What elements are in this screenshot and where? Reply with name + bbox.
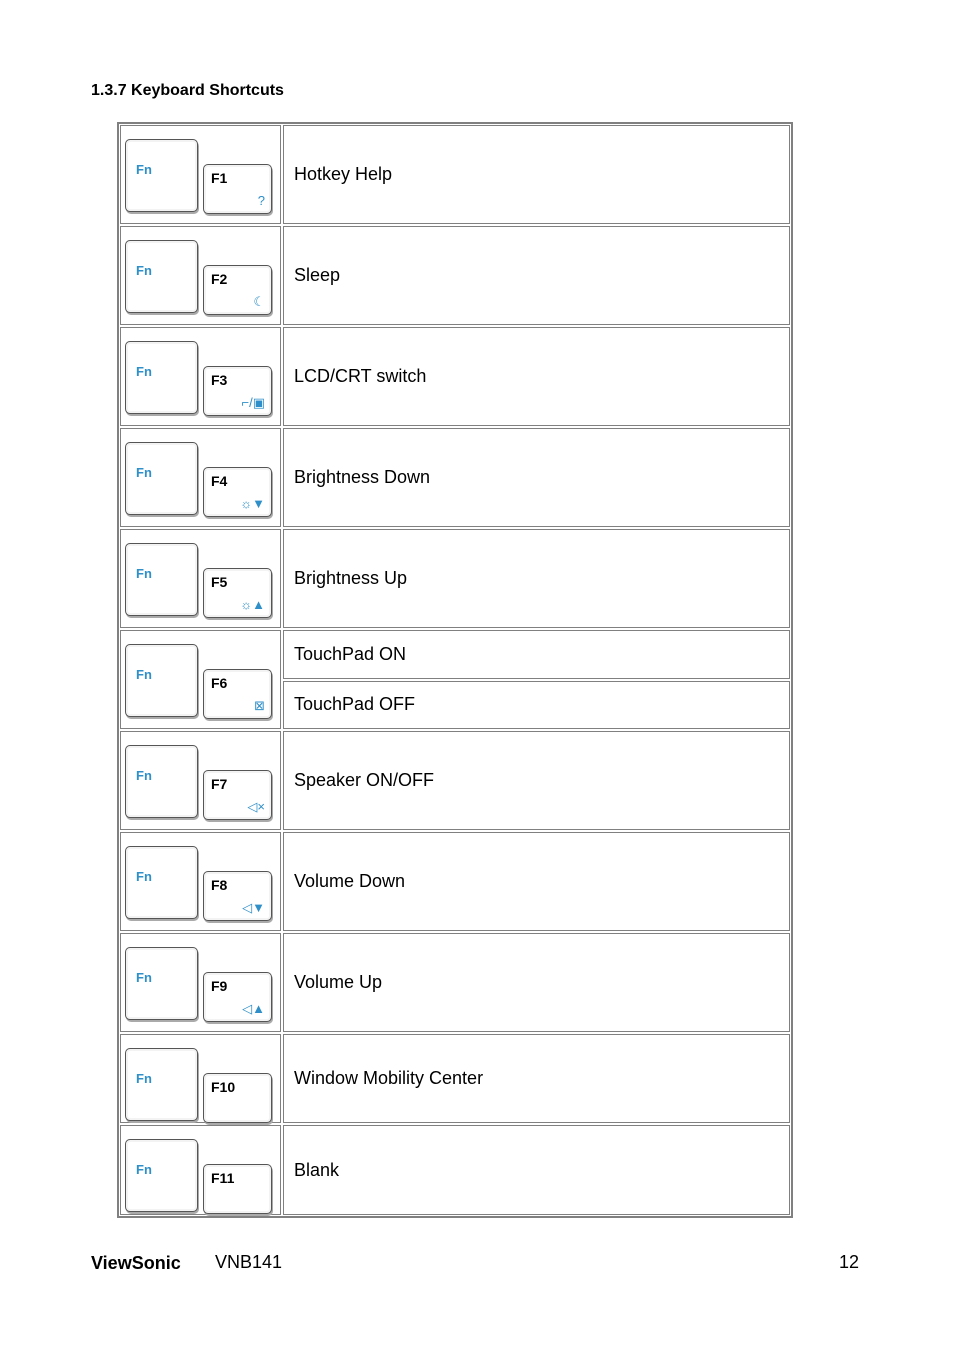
function-key-label: F2 bbox=[211, 271, 228, 287]
key-combination-cell bbox=[120, 630, 281, 729]
function-key bbox=[203, 164, 272, 214]
fn-key-label: Fn bbox=[136, 1162, 152, 1177]
shortcut-description: TouchPad ON bbox=[283, 630, 790, 679]
fn-key bbox=[125, 1048, 198, 1121]
shortcut-row bbox=[120, 731, 790, 832]
shortcut-row bbox=[120, 226, 790, 327]
fn-key-label: Fn bbox=[136, 667, 152, 682]
key-combination-cell bbox=[120, 1034, 281, 1123]
shortcut-description: Window Mobility Center bbox=[283, 1034, 790, 1123]
shortcut-description: Volume Up bbox=[283, 933, 790, 1032]
shortcut-description: Brightness Down bbox=[283, 428, 790, 527]
key-combination-cell bbox=[120, 731, 281, 830]
footer-brand: ViewSonic bbox=[91, 1253, 181, 1273]
fn-key bbox=[125, 442, 198, 515]
help-icon: ? bbox=[257, 193, 265, 208]
function-key-label: F4 bbox=[211, 473, 228, 489]
fn-key-label: Fn bbox=[136, 364, 152, 379]
key-combination-cell bbox=[120, 226, 281, 325]
shortcut-description: Sleep bbox=[283, 226, 790, 325]
footer-model: VNB141 bbox=[215, 1252, 283, 1272]
fn-key bbox=[125, 846, 198, 919]
display-switch-icon: ⌐/▣ bbox=[241, 395, 265, 410]
shortcut-description: Brightness Up bbox=[283, 529, 790, 628]
key-combination-cell bbox=[120, 125, 281, 224]
moon-icon: ☾ bbox=[253, 294, 265, 309]
function-key-label: F7 bbox=[211, 776, 228, 792]
shortcut-row bbox=[120, 933, 790, 1034]
function-key bbox=[203, 1164, 272, 1214]
shortcut-row bbox=[120, 125, 790, 226]
function-key-label: F10 bbox=[211, 1079, 236, 1095]
fn-key-label: Fn bbox=[136, 465, 152, 480]
shortcut-description: Hotkey Help bbox=[283, 125, 790, 224]
key-combination-cell bbox=[120, 428, 281, 527]
function-key-label: F9 bbox=[211, 978, 228, 994]
fn-key bbox=[125, 139, 198, 212]
shortcut-description: Blank bbox=[283, 1125, 790, 1215]
fn-key bbox=[125, 341, 198, 414]
shortcut-table bbox=[117, 122, 793, 1218]
function-key-label: F5 bbox=[211, 574, 228, 590]
volume-up-icon: ◁▲ bbox=[242, 1001, 265, 1016]
shortcut-row bbox=[120, 1034, 790, 1125]
function-key bbox=[203, 265, 272, 315]
function-key-label: F8 bbox=[211, 877, 228, 893]
shortcut-row bbox=[120, 529, 790, 630]
function-key-label: F6 bbox=[211, 675, 228, 691]
function-key bbox=[203, 669, 272, 719]
shortcut-description: LCD/CRT switch bbox=[283, 327, 790, 426]
fn-key bbox=[125, 644, 198, 717]
shortcut-description: Volume Down bbox=[283, 832, 790, 931]
fn-key bbox=[125, 947, 198, 1020]
fn-key-label: Fn bbox=[136, 263, 152, 278]
volume-down-icon: ◁▼ bbox=[242, 900, 265, 915]
fn-key bbox=[125, 240, 198, 313]
fn-key-label: Fn bbox=[136, 869, 152, 884]
shortcut-description: TouchPad OFF bbox=[283, 681, 790, 730]
shortcut-row bbox=[120, 1125, 790, 1217]
shortcut-row bbox=[120, 428, 790, 529]
function-key-label: F3 bbox=[211, 372, 228, 388]
function-key bbox=[203, 871, 272, 921]
fn-key bbox=[125, 745, 198, 818]
key-combination-cell bbox=[120, 529, 281, 628]
key-combination-cell bbox=[120, 832, 281, 931]
brightness-up-icon: ☼▲ bbox=[240, 597, 265, 612]
key-combination-cell bbox=[120, 933, 281, 1032]
fn-key bbox=[125, 1139, 198, 1212]
fn-key-label: Fn bbox=[136, 566, 152, 581]
page-number: 12 bbox=[839, 1252, 860, 1272]
function-key bbox=[203, 467, 272, 517]
shortcut-row bbox=[120, 832, 790, 933]
fn-key bbox=[125, 543, 198, 616]
key-combination-cell bbox=[120, 327, 281, 426]
function-key bbox=[203, 972, 272, 1022]
function-key bbox=[203, 1073, 272, 1123]
section-title: 1.3.7 Keyboard Shortcuts bbox=[91, 82, 284, 99]
fn-key-label: Fn bbox=[136, 768, 152, 783]
shortcut-row bbox=[120, 327, 790, 428]
key-combination-cell bbox=[120, 1125, 281, 1215]
touchpad-icon: ⊠ bbox=[254, 698, 265, 713]
fn-key-label: Fn bbox=[136, 162, 152, 177]
brightness-down-icon: ☼▼ bbox=[240, 496, 265, 511]
function-key-label: F11 bbox=[211, 1170, 235, 1186]
fn-key-label: Fn bbox=[136, 1071, 152, 1086]
fn-key-label: Fn bbox=[136, 970, 152, 985]
speaker-mute-icon: ◁× bbox=[247, 799, 265, 814]
shortcut-description: Speaker ON/OFF bbox=[283, 731, 790, 830]
function-key bbox=[203, 568, 272, 618]
function-key-label: F1 bbox=[211, 170, 228, 186]
function-key bbox=[203, 366, 272, 416]
function-key bbox=[203, 770, 272, 820]
shortcut-row bbox=[120, 630, 790, 731]
